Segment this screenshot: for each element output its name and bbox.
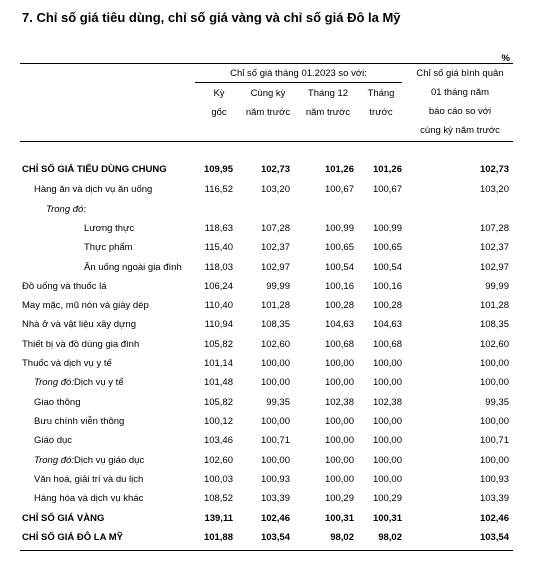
table-row [0, 200, 539, 219]
row-label: Nhà ở và vật liệu xây dựng [22, 319, 136, 330]
cell-value: 100,00 [372, 435, 402, 446]
cell-value: 100,28 [372, 300, 402, 311]
row-label: Trong đó: [46, 204, 86, 215]
cell-value: 100,68 [372, 339, 402, 350]
cell-value: 101,26 [324, 164, 354, 175]
table-bottom-rule [20, 550, 513, 551]
cell-value: 100,68 [324, 339, 354, 350]
row-label: Thực phẩm [84, 242, 133, 253]
cell-value: 103,39 [260, 493, 290, 504]
cell-value: 100,67 [372, 184, 402, 195]
cell-value: 100,54 [372, 262, 402, 273]
cell-value: 100,99 [372, 223, 402, 234]
cell-value: 102,97 [479, 262, 509, 273]
cell-value: 104,63 [324, 319, 354, 330]
cell-value: 102,38 [372, 397, 402, 408]
table-row [0, 180, 539, 199]
cell-value: 100,29 [324, 493, 354, 504]
cell-value: 100,93 [260, 474, 290, 485]
table-row [0, 528, 539, 547]
cell-value: 100,00 [260, 455, 290, 466]
cell-value: 100,00 [324, 377, 354, 388]
cell-value: 100,00 [324, 435, 354, 446]
page-title: 7. Chỉ số giá tiêu dùng, chỉ số giá vàng và chỉ số giá Đô la Mỹ [22, 10, 401, 25]
cell-value: 102,73 [260, 164, 290, 175]
cell-value: 106,24 [203, 281, 233, 292]
cell-value: 98,02 [378, 532, 402, 543]
cell-value: 100,16 [324, 281, 354, 292]
cell-value: 101,14 [203, 358, 233, 369]
cell-value: 101,48 [203, 377, 233, 388]
cell-value: 100,00 [479, 377, 509, 388]
header-col-same-period: Cùng kỳ năm trước [245, 88, 291, 118]
cell-value: 100,00 [372, 474, 402, 485]
cell-value: 102,97 [260, 262, 290, 273]
cell-value: 102,60 [479, 339, 509, 350]
row-label: Văn hoá, giải trí và du lịch [34, 474, 144, 485]
header-col-prev-month: Tháng trước [367, 88, 395, 118]
cell-value: 100,65 [372, 242, 402, 253]
table-row [0, 335, 539, 354]
cell-value: 100,00 [260, 416, 290, 427]
table-row [0, 315, 539, 334]
cell-value: 115,40 [204, 242, 233, 253]
header-col-dec-prev-year: Tháng 12 năm trước [305, 88, 351, 118]
cell-value: 100,28 [324, 300, 354, 311]
table-row [0, 470, 539, 489]
cell-value: 100,12 [203, 416, 233, 427]
row-label-prefix: Trong đó: [34, 455, 74, 466]
cell-value: 107,28 [260, 223, 290, 234]
cell-value: 100,00 [324, 455, 354, 466]
table-row [0, 277, 539, 296]
cell-value: 118,03 [204, 262, 233, 273]
cell-value: 108,52 [203, 493, 233, 504]
cell-value: 99,99 [485, 281, 509, 292]
header-col-average: Chỉ số giá bình quân 01 tháng năm báo cáo so với cùng kỳ năm trước [416, 68, 504, 136]
cell-value: 103,54 [479, 532, 509, 543]
cell-value: 118,63 [204, 223, 233, 234]
table-row [0, 509, 539, 528]
cell-value: 100,99 [324, 223, 354, 234]
cell-value: 102,37 [479, 242, 509, 253]
unit-label: % [501, 53, 510, 64]
cell-value: 100,31 [324, 513, 354, 524]
cell-value: 100,00 [479, 416, 509, 427]
cell-value: 100,31 [372, 513, 402, 524]
table-row [0, 431, 539, 450]
row-label [34, 373, 124, 392]
row-label: Thuốc và dịch vụ y tế [22, 358, 112, 369]
cell-value: 100,93 [479, 474, 509, 485]
cell-value: 102,37 [260, 242, 290, 253]
cell-value: 102,60 [260, 339, 290, 350]
cell-value: 101,26 [372, 164, 402, 175]
row-label: CHỈ SỐ GIÁ TIÊU DÙNG CHUNG [22, 164, 167, 175]
cell-value: 100,29 [372, 493, 402, 504]
cell-value: 101,28 [260, 300, 290, 311]
cell-value: 99,99 [266, 281, 290, 292]
cell-value: 108,35 [260, 319, 290, 330]
cell-value: 100,00 [324, 416, 354, 427]
cell-value: 103,39 [479, 493, 509, 504]
cell-value: 100,71 [479, 435, 509, 446]
row-label: Đồ uống và thuốc lá [22, 281, 107, 292]
row-label: May mặc, mũ nón và giày dép [22, 300, 149, 311]
cell-value: 105,82 [203, 339, 233, 350]
cell-value: 108,35 [479, 319, 509, 330]
row-label: CHỈ SỐ GIÁ ĐÔ LA MỸ [22, 532, 123, 543]
cell-value: 102,46 [260, 513, 290, 524]
table-row [0, 373, 539, 392]
cell-value: 104,63 [372, 319, 402, 330]
cell-value: 100,00 [479, 455, 509, 466]
row-label [34, 451, 144, 470]
cell-value: 102,60 [203, 455, 233, 466]
row-label: Lương thực [84, 223, 135, 234]
cell-value: 107,28 [479, 223, 509, 234]
table-row [0, 451, 539, 470]
table-row [0, 354, 539, 373]
cell-value: 110,40 [204, 300, 233, 311]
header-bottom-rule [20, 141, 513, 142]
cell-value: 100,00 [372, 416, 402, 427]
cell-value: 100,00 [260, 358, 290, 369]
cell-value: 99,35 [266, 397, 290, 408]
cell-value: 99,35 [485, 397, 509, 408]
cell-value: 100,65 [324, 242, 354, 253]
cell-value: 102,38 [324, 397, 354, 408]
cell-value: 103,46 [203, 435, 233, 446]
cell-value: 139,11 [204, 513, 233, 524]
cell-value: 116,52 [204, 184, 233, 195]
cell-value: 102,73 [479, 164, 509, 175]
cell-value: 100,03 [203, 474, 233, 485]
cell-value: 101,28 [479, 300, 509, 311]
cell-value: 100,00 [372, 377, 402, 388]
cell-value: 100,00 [372, 455, 402, 466]
cell-value: 109,95 [203, 164, 233, 175]
row-label: CHỈ SỐ GIÁ VÀNG [22, 513, 105, 524]
cell-value: 98,02 [330, 532, 354, 543]
cell-value: 101,88 [203, 532, 233, 543]
table-row [0, 412, 539, 431]
cell-value: 100,54 [324, 262, 354, 273]
cell-value: 103,20 [479, 184, 509, 195]
row-label: Hàng hóa và dịch vụ khác [34, 493, 144, 504]
row-label-text: Dịch vụ y tế [73, 377, 124, 388]
row-label: Giao thông [34, 397, 81, 408]
header-group-title: Chỉ số giá tháng 01.2023 so với: [230, 68, 367, 79]
cell-value: 100,00 [372, 358, 402, 369]
cell-value: 100,16 [372, 281, 402, 292]
table-row [0, 296, 539, 315]
row-label-prefix: Trong đó: [34, 377, 74, 388]
cell-value: 100,67 [324, 184, 354, 195]
row-label-text: Dịch vụ giáo dục [73, 455, 145, 466]
cell-value: 100,71 [260, 435, 290, 446]
cell-value: 103,20 [260, 184, 290, 195]
table-row [0, 160, 539, 179]
table-row [0, 489, 539, 508]
table-row [0, 258, 539, 277]
row-label: Bưu chính viễn thông [34, 416, 125, 427]
cell-value: 100,00 [324, 474, 354, 485]
cell-value: 103,54 [260, 532, 290, 543]
cell-value: 110,94 [204, 319, 233, 330]
row-label: Ăn uống ngoài gia đình [84, 262, 182, 273]
table-row [0, 238, 539, 257]
row-label: Hàng ăn và dịch vụ ăn uống [34, 184, 153, 195]
row-label: Thiết bị và đồ dùng gia đình [22, 339, 140, 350]
header-col-base: Kỳ gốc [211, 88, 227, 118]
cell-value: 100,00 [260, 377, 290, 388]
cell-value: 100,00 [479, 358, 509, 369]
table-row [0, 219, 539, 238]
cell-value: 105,82 [203, 397, 233, 408]
cell-value: 100,00 [324, 358, 354, 369]
cell-value: 102,46 [479, 513, 509, 524]
table-row [0, 393, 539, 412]
row-label: Giáo dục [34, 435, 73, 446]
